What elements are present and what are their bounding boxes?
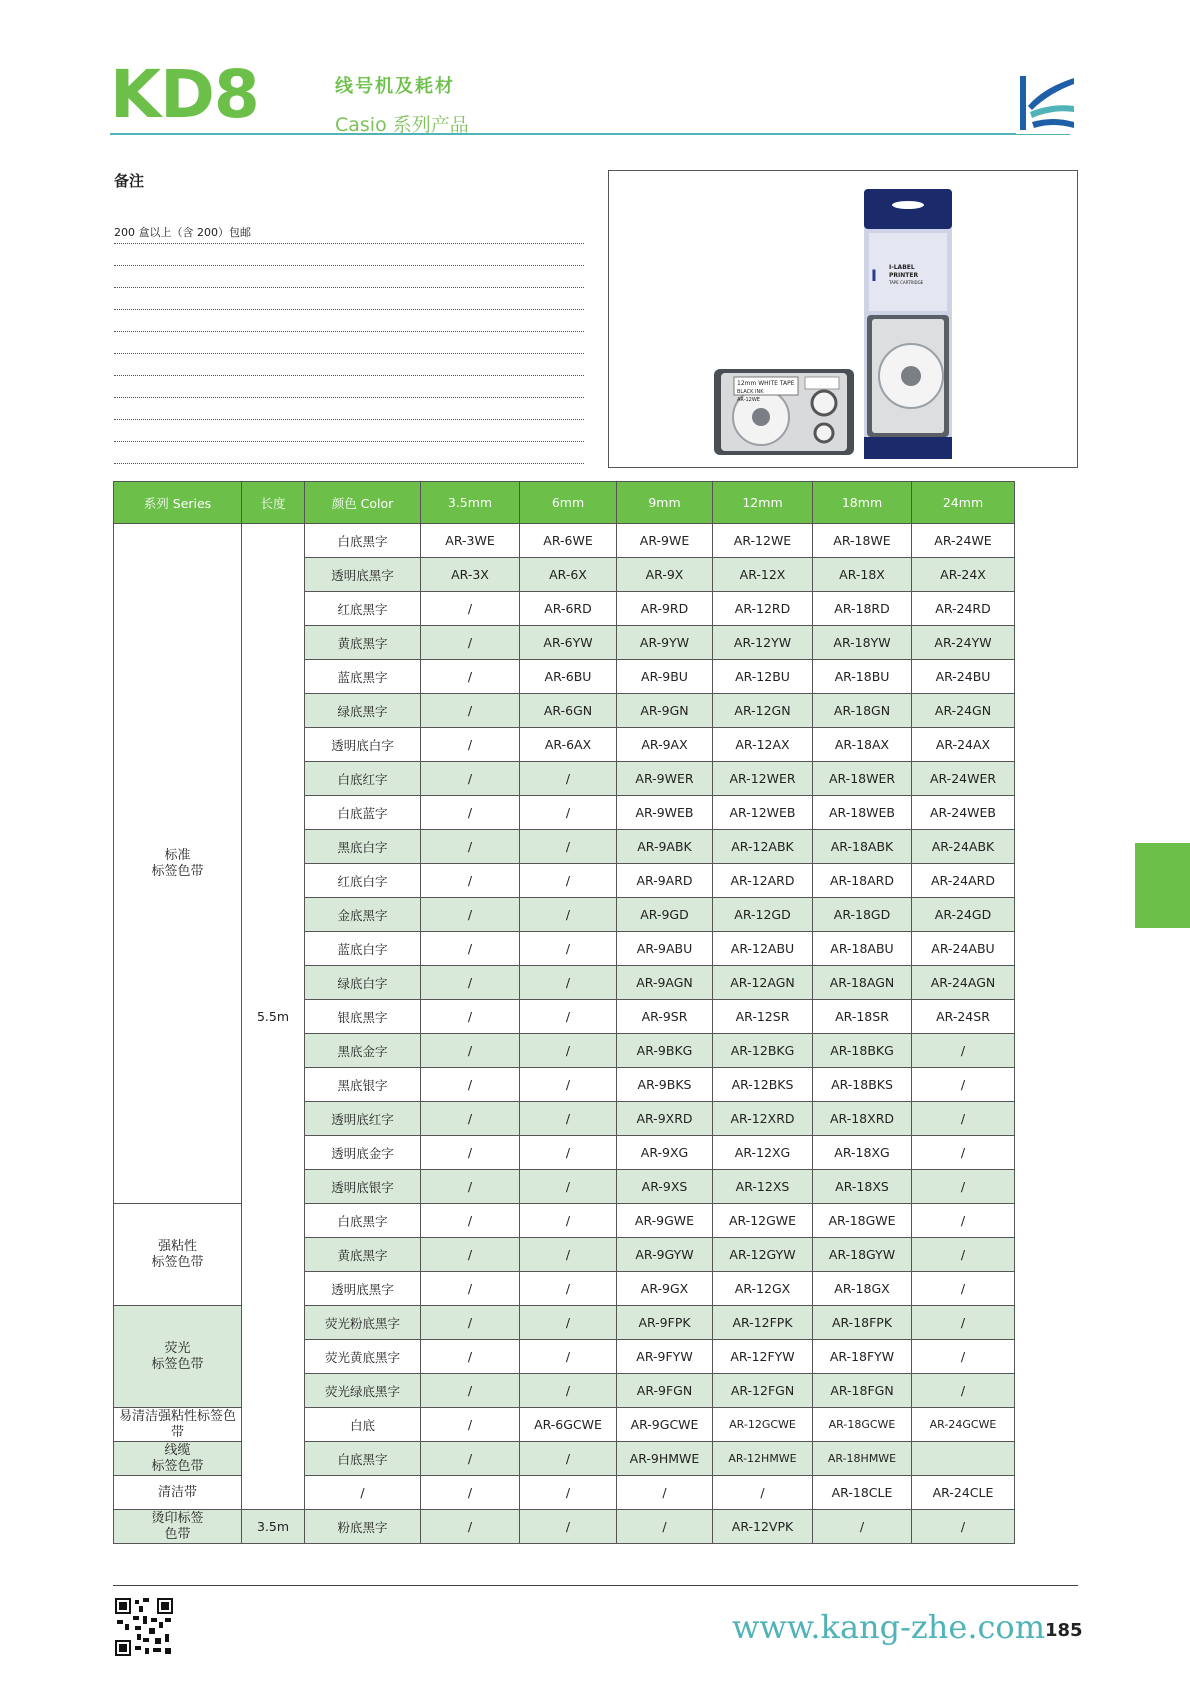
model-cell: / (421, 1204, 520, 1238)
website-url[interactable]: www.kang-zhe.com (732, 1608, 1046, 1646)
model-cell: AR-12WEB (713, 796, 813, 830)
model-cell: AR-9FYW (617, 1340, 713, 1374)
model-cell: AR-18GWE (813, 1204, 912, 1238)
cartridge-model: AR-12WE (737, 397, 760, 403)
model-cell: AR-12XG (713, 1136, 813, 1170)
model-cell: AR-9GN (617, 694, 713, 728)
model-cell: AR-18FPK (813, 1306, 912, 1340)
cartridge-label: 12mm WHITE TAPE (737, 380, 795, 387)
model-cell: AR-9RD (617, 592, 713, 626)
tape-cartridge-illustration (609, 171, 1077, 467)
model-cell: / (912, 1102, 1015, 1136)
color-cell: 黑底金字 (305, 1034, 421, 1068)
model-cell: / (421, 1374, 520, 1408)
model-cell: / (912, 1068, 1015, 1102)
model-cell: / (912, 1374, 1015, 1408)
model-cell: AR-24WER (912, 762, 1015, 796)
header-18mm: 18mm (813, 482, 912, 524)
header-length: 长度 (242, 482, 305, 524)
model-cell: AR-18HMWE (813, 1442, 912, 1476)
model-cell: / (520, 864, 617, 898)
color-cell: 透明底黑字 (305, 558, 421, 592)
model-cell: / (421, 694, 520, 728)
model-cell: AR-12GCWE (713, 1408, 813, 1442)
note-line (114, 310, 584, 332)
model-cell: / (520, 1238, 617, 1272)
model-cell: / (520, 1000, 617, 1034)
model-cell: AR-12GYW (713, 1238, 813, 1272)
model-cell: / (421, 1476, 520, 1510)
model-cell: AR-12SR (713, 1000, 813, 1034)
package-title: I-LABEL (889, 264, 915, 271)
color-cell: 粉底黑字 (305, 1510, 421, 1544)
model-cell: AR-12WE (713, 524, 813, 558)
series-cell: 荧光 标签色带 (114, 1306, 242, 1408)
color-cell: 蓝底白字 (305, 932, 421, 966)
header-6mm: 6mm (520, 482, 617, 524)
note-line (114, 376, 584, 398)
color-cell: 黑底白字 (305, 830, 421, 864)
color-cell: 白底黑字 (305, 1204, 421, 1238)
model-cell: / (421, 660, 520, 694)
series-cell: 线缆 标签色带 (114, 1442, 242, 1476)
model-cell: AR-12GN (713, 694, 813, 728)
model-cell: AR-18WE (813, 524, 912, 558)
model-cell: / (813, 1510, 912, 1544)
model-cell: AR-18RD (813, 592, 912, 626)
model-cell: AR-9HMWE (617, 1442, 713, 1476)
model-cell: / (421, 864, 520, 898)
model-cell: AR-6RD (520, 592, 617, 626)
series-cell: 清洁带 (114, 1476, 242, 1510)
model-cell: / (520, 1306, 617, 1340)
model-cell: AR-9XS (617, 1170, 713, 1204)
color-cell: 荧光黄底黑字 (305, 1340, 421, 1374)
model-cell: AR-9XRD (617, 1102, 713, 1136)
model-cell: AR-18AX (813, 728, 912, 762)
note-line: 200 盒以上（含 200）包邮 (114, 222, 584, 244)
model-cell: AR-9GX (617, 1272, 713, 1306)
color-cell: 银底黑字 (305, 1000, 421, 1034)
model-cell: AR-12AGN (713, 966, 813, 1000)
color-cell: 金底黑字 (305, 898, 421, 932)
color-cell: 白底蓝字 (305, 796, 421, 830)
notes-title: 备注 (114, 172, 145, 190)
model-cell: AR-6BU (520, 660, 617, 694)
package-subtitle: PRINTER (889, 272, 919, 279)
model-cell: AR-24AX (912, 728, 1015, 762)
model-cell: AR-24SR (912, 1000, 1015, 1034)
model-cell: / (421, 898, 520, 932)
side-tab (1135, 843, 1190, 928)
model-cell: / (617, 1476, 713, 1510)
model-cell: AR-12FYW (713, 1340, 813, 1374)
model-cell: / (421, 1170, 520, 1204)
model-cell: / (421, 592, 520, 626)
model-cell: / (713, 1476, 813, 1510)
note-line (114, 398, 584, 420)
color-cell: 透明底黑字 (305, 1272, 421, 1306)
model-cell: / (520, 932, 617, 966)
model-cell: AR-18X (813, 558, 912, 592)
model-cell: / (421, 1102, 520, 1136)
color-cell: 黑底银字 (305, 1068, 421, 1102)
model-cell: AR-12RD (713, 592, 813, 626)
model-cell: AR-24CLE (912, 1476, 1015, 1510)
model-cell: / (520, 1340, 617, 1374)
color-cell: 白底 (305, 1408, 421, 1442)
model-cell: / (421, 1068, 520, 1102)
model-cell: AR-18YW (813, 626, 912, 660)
model-cell: / (617, 1510, 713, 1544)
qr-code-icon (115, 1598, 173, 1656)
model-cell: / (421, 1442, 520, 1476)
cartridge-image (714, 369, 854, 455)
model-cell: AR-12GWE (713, 1204, 813, 1238)
table-row (114, 1510, 1015, 1544)
table-row (114, 524, 1015, 558)
model-cell: AR-12XS (713, 1170, 813, 1204)
color-cell: 绿底白字 (305, 966, 421, 1000)
model-cell: AR-18ABU (813, 932, 912, 966)
color-cell: 蓝底黑字 (305, 660, 421, 694)
model-cell: AR-12VPK (713, 1510, 813, 1544)
model-cell: AR-12X (713, 558, 813, 592)
model-cell: AR-18FYW (813, 1340, 912, 1374)
model-cell: / (520, 1170, 617, 1204)
model-cell: / (520, 1374, 617, 1408)
model-cell: AR-9WER (617, 762, 713, 796)
color-cell: 荧光绿底黑字 (305, 1374, 421, 1408)
model-cell: / (912, 1272, 1015, 1306)
model-cell: AR-24GN (912, 694, 1015, 728)
header-9mm: 9mm (617, 482, 713, 524)
model-cell: / (421, 1136, 520, 1170)
model-cell: AR-6GN (520, 694, 617, 728)
model-cell: AR-18XS (813, 1170, 912, 1204)
model-cell: / (421, 626, 520, 660)
header-series: 系列 Series (114, 482, 242, 524)
model-cell: / (421, 1510, 520, 1544)
model-cell: / (421, 762, 520, 796)
model-cell: / (912, 1204, 1015, 1238)
model-cell: AR-18CLE (813, 1476, 912, 1510)
model-cell: / (520, 796, 617, 830)
model-cell: / (912, 1238, 1015, 1272)
color-cell: 透明底白字 (305, 728, 421, 762)
package-image (864, 189, 952, 459)
model-cell: AR-24GCWE (912, 1408, 1015, 1442)
color-cell: / (305, 1476, 421, 1510)
note-line (114, 266, 584, 288)
product-table (113, 481, 1015, 1544)
model-cell: AR-9ARD (617, 864, 713, 898)
model-cell: / (912, 1306, 1015, 1340)
model-cell: AR-12GD (713, 898, 813, 932)
model-cell: AR-18SR (813, 1000, 912, 1034)
model-cell: AR-24BU (912, 660, 1015, 694)
model-cell: AR-18WER (813, 762, 912, 796)
model-cell: / (421, 1306, 520, 1340)
cartridge-ink: BLACK INK (737, 389, 764, 395)
model-cell: AR-24YW (912, 626, 1015, 660)
color-cell: 白底红字 (305, 762, 421, 796)
model-cell: / (520, 1476, 617, 1510)
model-cell: / (421, 966, 520, 1000)
model-cell: AR-12BKG (713, 1034, 813, 1068)
model-cell: AR-9AGN (617, 966, 713, 1000)
note-line (114, 354, 584, 376)
model-cell: AR-6WE (520, 524, 617, 558)
model-cell: AR-9WEB (617, 796, 713, 830)
model-cell: AR-24ABU (912, 932, 1015, 966)
color-cell: 红底白字 (305, 864, 421, 898)
model-cell: AR-9BU (617, 660, 713, 694)
model-cell: AR-18ABK (813, 830, 912, 864)
model-cell: AR-12YW (713, 626, 813, 660)
model-cell: AR-9YW (617, 626, 713, 660)
length-cell: 5.5m (242, 524, 305, 1510)
model-cell: AR-18GX (813, 1272, 912, 1306)
header-12mm: 12mm (713, 482, 813, 524)
model-cell: / (520, 1442, 617, 1476)
footer-rule (113, 1585, 1078, 1586)
model-cell: AR-9FPK (617, 1306, 713, 1340)
model-cell: AR-9SR (617, 1000, 713, 1034)
model-cell: / (912, 1170, 1015, 1204)
product-photo (608, 170, 1078, 468)
brand-logo: KD8 (110, 56, 259, 133)
color-cell: 白底黑字 (305, 1442, 421, 1476)
model-cell: / (520, 898, 617, 932)
model-cell: / (520, 1034, 617, 1068)
note-line (114, 420, 584, 442)
model-cell: AR-18ARD (813, 864, 912, 898)
model-cell: AR-12AX (713, 728, 813, 762)
model-cell: / (421, 1034, 520, 1068)
model-cell: AR-9GCWE (617, 1408, 713, 1442)
color-cell: 透明底银字 (305, 1170, 421, 1204)
model-cell: AR-18FGN (813, 1374, 912, 1408)
model-cell: / (520, 966, 617, 1000)
model-cell: AR-6GCWE (520, 1408, 617, 1442)
model-cell: AR-12WER (713, 762, 813, 796)
model-cell: AR-18GYW (813, 1238, 912, 1272)
model-cell: AR-24RD (912, 592, 1015, 626)
model-cell: AR-6X (520, 558, 617, 592)
model-cell: AR-12BKS (713, 1068, 813, 1102)
model-cell: AR-12FPK (713, 1306, 813, 1340)
model-cell: / (421, 1238, 520, 1272)
model-cell: AR-18BU (813, 660, 912, 694)
color-cell: 透明底金字 (305, 1136, 421, 1170)
model-cell: / (912, 1034, 1015, 1068)
model-cell: / (421, 1340, 520, 1374)
series-cell: 强粘性 标签色带 (114, 1204, 242, 1306)
model-cell: AR-9GYW (617, 1238, 713, 1272)
model-cell: AR-18GCWE (813, 1408, 912, 1442)
model-cell: AR-9ABK (617, 830, 713, 864)
series-cell: 标准 标签色带 (114, 524, 242, 1204)
model-cell: AR-3X (421, 558, 520, 592)
model-cell: AR-9BKS (617, 1068, 713, 1102)
color-cell: 荧光粉底黑字 (305, 1306, 421, 1340)
model-cell: AR-18BKG (813, 1034, 912, 1068)
model-cell: / (421, 932, 520, 966)
model-cell: AR-12GX (713, 1272, 813, 1306)
model-cell: AR-9X (617, 558, 713, 592)
model-cell: AR-18XG (813, 1136, 912, 1170)
color-cell: 红底黑字 (305, 592, 421, 626)
model-cell: AR-3WE (421, 524, 520, 558)
model-cell: AR-6YW (520, 626, 617, 660)
model-cell: AR-9ABU (617, 932, 713, 966)
model-cell: / (520, 830, 617, 864)
model-cell: AR-24GD (912, 898, 1015, 932)
model-cell: AR-12ABK (713, 830, 813, 864)
header-3.5mm: 3.5mm (421, 482, 520, 524)
length-cell: 3.5m (242, 1510, 305, 1544)
package-caption: TAPE CARTRIDGE (889, 280, 924, 285)
model-cell: AR-12HMWE (713, 1442, 813, 1476)
model-cell: AR-9GD (617, 898, 713, 932)
model-cell: AR-24ARD (912, 864, 1015, 898)
model-cell: AR-9BKG (617, 1034, 713, 1068)
model-cell: AR-24WEB (912, 796, 1015, 830)
model-cell: / (520, 1136, 617, 1170)
model-cell: AR-24X (912, 558, 1015, 592)
page-number: 185 (1045, 1620, 1083, 1641)
model-cell: / (912, 1136, 1015, 1170)
model-cell: / (520, 1068, 617, 1102)
model-cell: / (520, 1102, 617, 1136)
model-cell: AR-18XRD (813, 1102, 912, 1136)
model-cell: / (421, 1272, 520, 1306)
model-cell: AR-9AX (617, 728, 713, 762)
model-cell: AR-9XG (617, 1136, 713, 1170)
header-24mm: 24mm (912, 482, 1015, 524)
model-cell: / (421, 1408, 520, 1442)
model-cell: AR-9GWE (617, 1204, 713, 1238)
model-cell: AR-9WE (617, 524, 713, 558)
color-cell: 黄底黑字 (305, 626, 421, 660)
model-cell: AR-18AGN (813, 966, 912, 1000)
note-line (114, 288, 584, 310)
color-cell: 透明底红字 (305, 1102, 421, 1136)
model-cell: AR-18GD (813, 898, 912, 932)
header-title: 线号机及耗材 (335, 76, 455, 97)
model-cell: AR-24AGN (912, 966, 1015, 1000)
model-cell: AR-12BU (713, 660, 813, 694)
model-cell: AR-9FGN (617, 1374, 713, 1408)
model-cell: / (912, 1340, 1015, 1374)
model-cell: AR-12ARD (713, 864, 813, 898)
color-cell: 绿底黑字 (305, 694, 421, 728)
series-cell: 易清洁强粘性标签色带 (114, 1408, 242, 1442)
color-cell: 黄底黑字 (305, 1238, 421, 1272)
model-cell: AR-12ABU (713, 932, 813, 966)
note-line (114, 442, 584, 464)
model-cell (912, 1442, 1015, 1476)
color-cell: 白底黑字 (305, 524, 421, 558)
model-cell: / (520, 1272, 617, 1306)
model-cell: / (421, 1000, 520, 1034)
model-cell: / (421, 728, 520, 762)
header-color: 颜色 Color (305, 482, 421, 524)
model-cell: AR-12XRD (713, 1102, 813, 1136)
series-cell: 烫印标签 色带 (114, 1510, 242, 1544)
model-cell: / (520, 1204, 617, 1238)
package-logo-letter: I (871, 266, 877, 285)
corner-logo-icon (1016, 72, 1076, 134)
table-header-row (114, 482, 1015, 524)
model-cell: AR-12FGN (713, 1374, 813, 1408)
model-cell: / (912, 1510, 1015, 1544)
notes-lines (114, 222, 584, 464)
model-cell: / (520, 762, 617, 796)
model-cell: / (421, 796, 520, 830)
model-cell: AR-24ABK (912, 830, 1015, 864)
header-subtitle: Casio 系列产品 (335, 114, 469, 136)
model-cell: / (520, 1510, 617, 1544)
model-cell: AR-6AX (520, 728, 617, 762)
model-cell: AR-18GN (813, 694, 912, 728)
header-rule (110, 133, 1070, 135)
model-cell: AR-24WE (912, 524, 1015, 558)
note-line (114, 244, 584, 266)
model-cell: AR-18WEB (813, 796, 912, 830)
note-line (114, 332, 584, 354)
model-cell: AR-18BKS (813, 1068, 912, 1102)
model-cell: / (421, 830, 520, 864)
